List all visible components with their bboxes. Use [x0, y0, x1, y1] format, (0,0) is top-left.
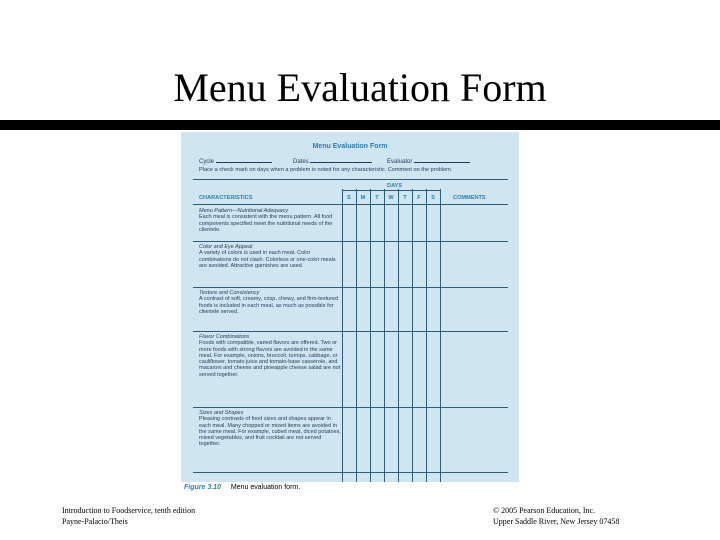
- dates-label: Dates: [293, 159, 309, 165]
- footer-left: [62, 505, 195, 527]
- grid-line: [342, 189, 343, 482]
- section-sizes: [199, 410, 341, 448]
- section-body: Foods with compatible, varied flavors are offered. Two or more foods with strong flavors are avoided in the same meal. For example, onions, broccoli, turnips, cabbage, or cauliflower, tomato juice and tomato-base casserole, and macaroni and cheese and pineapple cheese salad are not served together.: [199, 340, 341, 378]
- section-rule: [193, 241, 508, 242]
- dates-line: [310, 156, 372, 163]
- day-friday: F: [417, 195, 421, 201]
- section-heading: Texture and Consistency: [199, 290, 260, 296]
- section-rule: [193, 472, 508, 473]
- instructions: Place a check mark on days when a problem is noted for any characteristic. Comment on the problem.: [199, 167, 453, 173]
- slide-title: Menu Evaluation Form: [173, 65, 547, 110]
- grid-line: [426, 189, 427, 482]
- days-label: DAYS: [387, 183, 402, 189]
- grid-line: [356, 189, 357, 482]
- figure: [181, 132, 519, 497]
- section-rule: [193, 331, 508, 332]
- day-tuesday: T: [375, 195, 379, 201]
- dates-field: [293, 156, 372, 165]
- header-bottom-rule: [193, 204, 508, 205]
- cycle-field: [199, 156, 272, 165]
- section-rule: [193, 407, 508, 408]
- section-flavor: [199, 334, 341, 378]
- grid-line: [412, 189, 413, 482]
- day-wednesday: W: [388, 195, 394, 201]
- header-top-rule: [193, 179, 508, 180]
- menu-evaluation-form: [181, 132, 519, 482]
- section-menu-pattern: [199, 208, 341, 233]
- day-sunday: S: [347, 195, 351, 201]
- cycle-label: Cycle: [199, 159, 215, 165]
- section-body: Each meal is consistent with the menu pattern. All food components specified meet the nutritional needs of the clientele.: [199, 214, 333, 233]
- section-heading: Color and Eye Appeal: [199, 244, 253, 250]
- caption-text: Menu evaluation form.: [230, 484, 301, 491]
- section-body: A contrast of soft, creamy, crisp, chewy, and firm-textured foods is included in each meal, as much as possible for clientele served.: [199, 296, 339, 315]
- grid-line: [370, 189, 371, 482]
- section-heading: Flavor Combinations: [199, 334, 250, 340]
- figure-label: Figure 3.10: [184, 484, 221, 491]
- section-body: Pleasing contrasts of food sizes and shapes appear in each meal. Many chopped or mixed items are avoided in the same meal. For example, cubed meat, diced potatoes, mixed vegetables, and fruit cocktail are not served together.: [199, 416, 341, 448]
- grid-line: [398, 189, 399, 482]
- title-divider: [0, 120, 720, 130]
- footer-address: Upper Saddle River, New Jersey 07458: [493, 517, 620, 526]
- grid-line: [440, 189, 441, 482]
- day-monday: M: [360, 195, 366, 201]
- evaluator-field: [387, 156, 470, 165]
- section-color: [199, 244, 341, 269]
- cycle-line: [216, 156, 272, 163]
- day-thursday: T: [403, 195, 407, 201]
- figure-caption: [184, 484, 300, 491]
- footer-authors: Payne-Palacio/Theis: [62, 517, 128, 526]
- characteristics-header: CHARACTERISTICS: [199, 195, 253, 201]
- day-saturday: S: [431, 195, 435, 201]
- form-title: Menu Evaluation Form: [312, 143, 388, 150]
- section-heading: Sizes and Shapes: [199, 410, 244, 416]
- section-texture: [199, 290, 341, 315]
- evaluator-label: Evaluator: [387, 159, 413, 165]
- comments-header: COMMENTS: [453, 195, 486, 201]
- footer-book-title: Introduction to Foodservice, tenth edition: [62, 506, 196, 515]
- evaluator-line: [414, 156, 470, 163]
- section-rule: [193, 287, 508, 288]
- section-heading: Menu Pattern—Nutritional Adequacy: [199, 208, 289, 214]
- footer-right: [493, 505, 619, 527]
- footer-copyright: © 2005 Pearson Education, Inc.: [493, 506, 596, 515]
- grid-line: [384, 189, 385, 482]
- section-body: A variety of colors is used in each meal. Color combinations do not clash. Colorless or one-color meals are avoided. Attractive garnishes are used.: [199, 250, 336, 269]
